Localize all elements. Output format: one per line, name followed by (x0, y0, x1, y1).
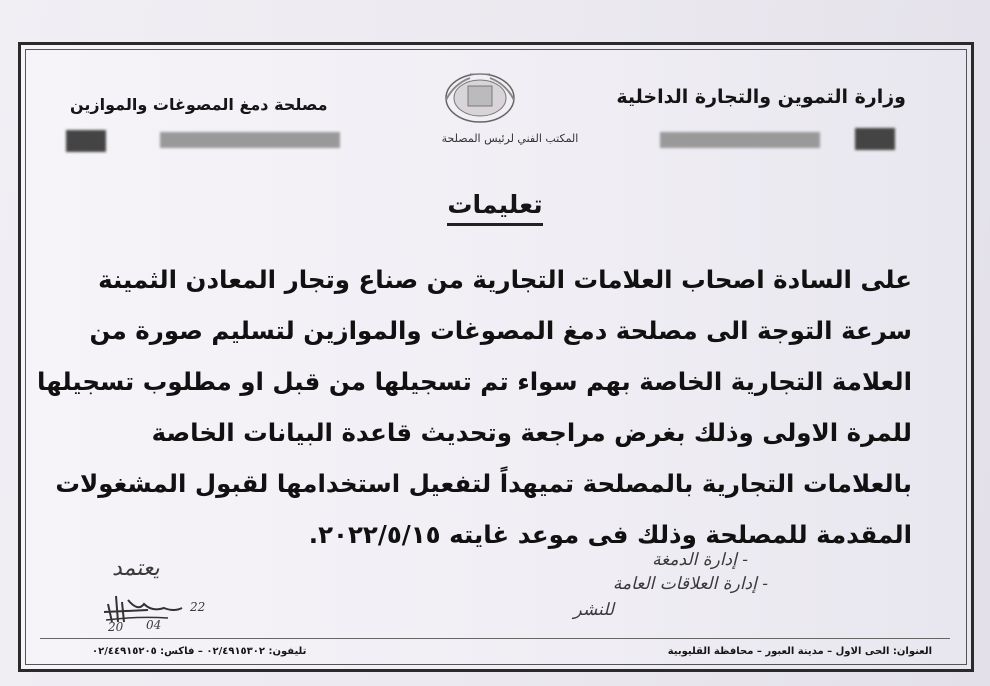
body-line-3: العلامة التجارية الخاصة بهم سواء تم تسجيلها من قبل او مطلوب تسجيلها (37, 367, 912, 396)
handwritten-approve: يعتمد (112, 556, 160, 581)
redaction-mid-right (660, 132, 820, 148)
emblem-icon (440, 66, 520, 126)
body-line-5: بالعلامات التجارية بالمصلحة تميهداً لتفعيل استخدامها لقبول المشغولات (55, 469, 912, 498)
body-line-1: على السادة اصحاب العلامات التجارية من صناع وتجار المعادن الثمينة (98, 265, 912, 294)
redaction-right (855, 128, 895, 150)
redaction-mid-left (160, 132, 340, 148)
handwritten-dept-stamping: - إدارة الدمغة (652, 550, 748, 570)
handwritten-publish: للنشر (573, 600, 614, 620)
ministry-name: وزارة التموين والتجارة الداخلية (616, 86, 906, 108)
notice-title-text: تعليمات (447, 190, 542, 226)
authority-name: مصلحة دمغ المصوغات والموازين (70, 95, 328, 114)
office-line (60, 128, 900, 154)
body-line-6: المقدمة للمصلحة وذلك فى موعد غايته ٢٠٢٢/٥/١٥. (308, 520, 912, 549)
body-line-4: للمرة الاولى وذلك بغرض مراجعة وتحديث قاعدة البيانات الخاصة (151, 418, 912, 447)
signature-month: 04 (146, 618, 162, 632)
body-line-2: سرعة التوجة الى مصلحة دمغ المصوغات والموازين لتسليم صورة من (89, 316, 912, 345)
signature-year: 22 (190, 600, 206, 614)
footer-rule (40, 638, 950, 639)
signature-day: 20 (108, 620, 124, 634)
redaction-left (66, 130, 106, 152)
footer-contact: تليفون: ٠٢/٤٩١٥٣٠٢ – فاكس: ٠٢/٤٤٩١٥٢٠٥ (92, 646, 307, 657)
handwritten-dept-pr: - إدارة العلاقات العامة (612, 574, 768, 594)
notice-body (37, 254, 912, 560)
footer-address: العنوان: الحى الاول – مدينة العبور – محافظة القليوبية (667, 646, 932, 657)
office-label: المكتب الفني لرئيس المصلحة (441, 132, 579, 145)
notice-title (0, 190, 990, 219)
